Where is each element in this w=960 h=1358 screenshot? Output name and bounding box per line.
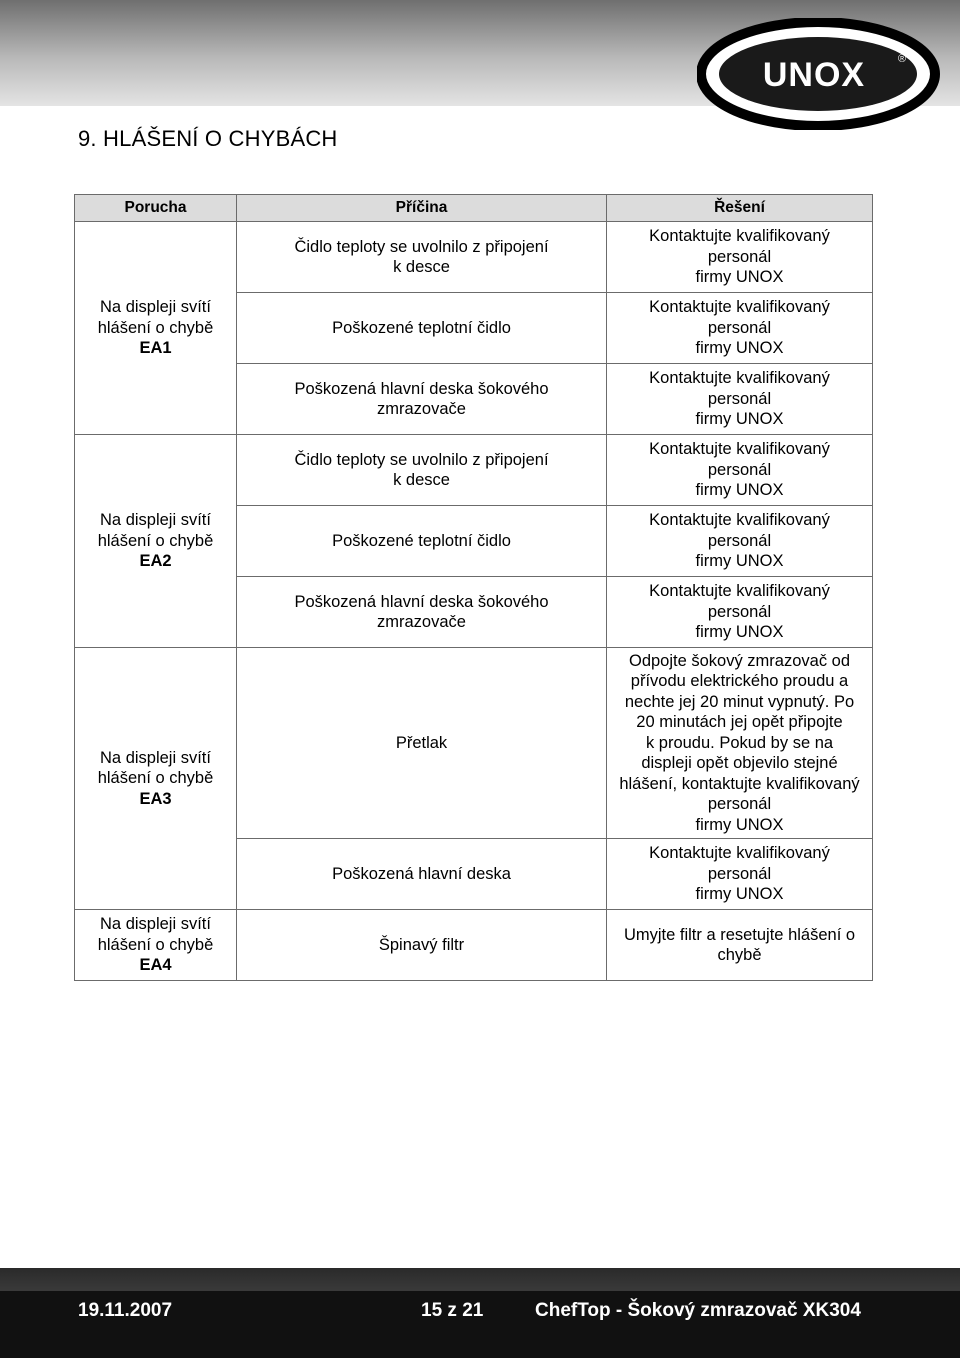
solution-line: personál (707, 460, 772, 479)
solution-line: nechte jej 20 minut vypnutý. Po (624, 692, 855, 711)
cause-cell (237, 435, 607, 506)
solution-line: Kontaktujte kvalifikovaný (649, 440, 830, 459)
fault-code: EA3 (139, 789, 172, 808)
solution-line: personál (707, 318, 772, 337)
cause-cell (237, 910, 607, 981)
solution-cell (607, 910, 873, 981)
logo-text: UNOX (762, 56, 866, 94)
table-header-row (75, 195, 873, 222)
solution-line: hlášení, kontaktujte kvalifikovaný (619, 774, 860, 793)
header-cause: Příčina (237, 195, 607, 222)
solution-line: Umyjte filtr a resetujte hlášení o (623, 925, 856, 944)
cause-cell (237, 506, 607, 577)
cause-line: zmrazovače (377, 613, 466, 631)
cause-line: k desce (393, 471, 450, 489)
registered-mark: ® (897, 53, 907, 65)
fault-line: hlášení o chybě (97, 935, 214, 954)
cause-cell (237, 364, 607, 435)
solution-line: firmy UNOX (695, 410, 784, 429)
cause-line: Poškozená hlavní deska šokového (294, 592, 549, 611)
fault-line: hlášení o chybě (97, 531, 214, 550)
solution-line: personál (707, 795, 772, 814)
cause-line: k desce (393, 258, 450, 276)
solution-line: firmy UNOX (695, 481, 784, 500)
solution-cell (607, 293, 873, 364)
fault-cell-ea3 (75, 648, 237, 910)
header-solution: Řešení (607, 195, 873, 222)
solution-cell (607, 364, 873, 435)
solution-line: personál (707, 247, 772, 266)
cause-cell (237, 839, 607, 910)
solution-line: k proudu. Pokud by se na (645, 733, 834, 752)
error-table (74, 194, 873, 981)
cause-line: Čidlo teploty se uvolnilo z připojení (294, 450, 549, 469)
fault-code: EA2 (139, 552, 172, 571)
cause-cell (237, 293, 607, 364)
fault-code: EA4 (139, 956, 172, 975)
cause-cell (237, 222, 607, 293)
solution-line: personál (707, 531, 772, 550)
fault-cell-ea2 (75, 435, 237, 648)
solution-cell (607, 435, 873, 506)
solution-line: firmy UNOX (695, 268, 784, 287)
cause-line: Poškozená hlavní deska šokového (294, 379, 549, 398)
table-row (75, 222, 873, 293)
solution-line: přívodu elektrického proudu a (630, 672, 849, 691)
solution-cell (607, 839, 873, 910)
cause-line: Špinavý filtr (378, 935, 465, 954)
solution-line: Kontaktujte kvalifikovaný (649, 298, 830, 317)
cause-cell (237, 648, 607, 839)
fault-line: Na displeji svítí (100, 748, 211, 767)
solution-cell (607, 648, 873, 839)
fault-cell-ea4 (75, 910, 237, 981)
header-fault: Porucha (75, 195, 237, 222)
solution-line: Kontaktujte kvalifikovaný (649, 844, 830, 863)
solution-line: Kontaktujte kvalifikovaný (649, 511, 830, 530)
solution-line: personál (707, 864, 772, 883)
table-row (75, 648, 873, 839)
footer-strip (0, 1268, 960, 1291)
solution-line: firmy UNOX (695, 339, 784, 358)
footer-date: 19.11.2007 (78, 1300, 173, 1321)
fault-line: Na displeji svítí (100, 298, 211, 317)
cause-cell (237, 577, 607, 648)
cause-line: Přetlak (395, 733, 448, 752)
solution-line: firmy UNOX (695, 885, 784, 904)
fault-code: EA1 (139, 339, 172, 358)
solution-line: Kontaktujte kvalifikovaný (649, 582, 830, 601)
cause-line: Poškozené teplotní čidlo (332, 318, 511, 337)
cause-line: Čidlo teploty se uvolnilo z připojení (294, 237, 549, 256)
fault-line: Na displeji svítí (100, 511, 211, 530)
solution-cell (607, 222, 873, 293)
fault-line: hlášení o chybě (97, 769, 214, 788)
solution-line: chybě (717, 946, 762, 964)
solution-line: firmy UNOX (695, 623, 784, 642)
table-row (75, 435, 873, 506)
cause-line: zmrazovače (377, 400, 466, 418)
solution-cell (607, 577, 873, 648)
solution-line: displeji opět objevilo stejné (641, 754, 838, 773)
footer-document-title: ChefTop - Šokový zmrazovač XK304 (535, 1300, 861, 1321)
fault-cell-ea1 (75, 222, 237, 435)
fault-line: hlášení o chybě (97, 318, 214, 337)
solution-line: Odpojte šokový zmrazovač od (628, 651, 851, 670)
solution-line: personál (707, 389, 772, 408)
solution-line: firmy UNOX (695, 815, 784, 834)
solution-line: personál (707, 602, 772, 621)
page-title: 9. HLÁŠENÍ O CHYBÁCH (78, 126, 338, 151)
cause-line: Poškozená hlavní deska (332, 864, 511, 883)
fault-line: Na displeji svítí (100, 915, 211, 934)
unox-logo (697, 18, 943, 130)
solution-line: Kontaktujte kvalifikovaný (649, 227, 830, 246)
footer-bar (0, 1268, 960, 1358)
solution-cell (607, 506, 873, 577)
solution-line: Kontaktujte kvalifikovaný (649, 369, 830, 388)
table-row (75, 910, 873, 981)
footer-page-number: 15 z 21 (421, 1300, 484, 1321)
solution-line: 20 minutách jej opět připojte (636, 713, 843, 732)
cause-line: Poškozené teplotní čidlo (332, 531, 511, 550)
solution-line: firmy UNOX (695, 552, 784, 571)
